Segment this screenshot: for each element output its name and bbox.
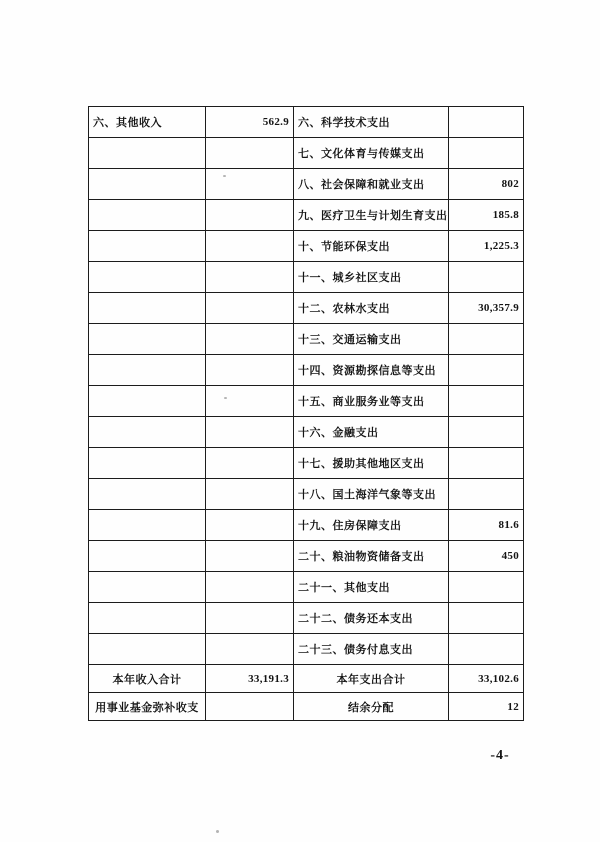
- income-value-cell: [206, 417, 294, 448]
- income-value-cell: [206, 262, 294, 293]
- income-item-cell: [89, 479, 206, 510]
- income-value-cell: [206, 138, 294, 169]
- expense-value-cell: [449, 262, 524, 293]
- expense-value-cell: 81.6: [449, 510, 524, 541]
- budget-table: [88, 106, 524, 721]
- budget-table-body: [89, 107, 524, 721]
- expense-value-cell: [449, 603, 524, 634]
- income-item-cell: [89, 355, 206, 386]
- table-row: [89, 355, 524, 386]
- expense-item-cell: 十八、国土海洋气象等支出: [294, 479, 449, 510]
- income-value-cell: [206, 231, 294, 262]
- expense-value-cell: 450: [449, 541, 524, 572]
- expense-value-cell: 802: [449, 169, 524, 200]
- expense-value-cell: 185.8: [449, 200, 524, 231]
- income-value-cell: [206, 603, 294, 634]
- income-value-cell: [206, 293, 294, 324]
- table-row: [89, 634, 524, 665]
- expense-value-cell: 1,225.3: [449, 231, 524, 262]
- expense-item-cell: 六、科学技术支出: [294, 107, 449, 138]
- expense-item-cell: 十、节能环保支出: [294, 231, 449, 262]
- table-row: [89, 169, 524, 200]
- table-row: [89, 231, 524, 262]
- expense-value-cell: [449, 448, 524, 479]
- expense-item-cell: 十九、住房保障支出: [294, 510, 449, 541]
- income-item-cell: [89, 324, 206, 355]
- table-row: [89, 448, 524, 479]
- table-total-row: [89, 665, 524, 693]
- expense-value-cell: [449, 417, 524, 448]
- table-row: [89, 293, 524, 324]
- expense-item-cell: 十三、交通运输支出: [294, 324, 449, 355]
- expense-value-cell: [449, 572, 524, 603]
- expense-item-cell: 八、社会保障和就业支出: [294, 169, 449, 200]
- page-number: -4-: [490, 748, 510, 763]
- income-item-cell: [89, 293, 206, 324]
- income-value-cell: [206, 541, 294, 572]
- expense-value-cell: [449, 634, 524, 665]
- expense-item-cell: 十五、商业服务业等支出: [294, 386, 449, 417]
- income-value-cell: [206, 169, 294, 200]
- expense-item-cell: 十一、城乡社区支出: [294, 262, 449, 293]
- expense-item-cell: 十七、援助其他地区支出: [294, 448, 449, 479]
- income-value-cell: 562.9: [206, 107, 294, 138]
- expense-item-cell: 二十、粮油物资储备支出: [294, 541, 449, 572]
- income-item-cell: [89, 448, 206, 479]
- table-row: [89, 138, 524, 169]
- expense-value-cell: [449, 479, 524, 510]
- income-item-cell: [89, 262, 206, 293]
- income-item-cell: [89, 386, 206, 417]
- table-row: [89, 572, 524, 603]
- income-value-cell: [206, 324, 294, 355]
- table-row: [89, 262, 524, 293]
- income-item-cell: 用事业基金弥补收支: [89, 693, 206, 721]
- income-item-cell: 本年收入合计: [89, 665, 206, 693]
- expense-item-cell: 十六、金融支出: [294, 417, 449, 448]
- table-row: [89, 200, 524, 231]
- table-row: [89, 510, 524, 541]
- expense-item-cell: 本年支出合计: [294, 665, 449, 693]
- scan-speck: [216, 830, 219, 833]
- income-item-cell: 六、其他收入: [89, 107, 206, 138]
- income-item-cell: [89, 634, 206, 665]
- expense-value-cell: [449, 138, 524, 169]
- expense-item-cell: 十四、资源勘探信息等支出: [294, 355, 449, 386]
- income-value-cell: [206, 448, 294, 479]
- income-item-cell: [89, 510, 206, 541]
- table-row: [89, 107, 524, 138]
- expense-item-cell: 二十三、债务付息支出: [294, 634, 449, 665]
- expense-item-cell: 二十二、债务还本支出: [294, 603, 449, 634]
- income-item-cell: [89, 231, 206, 262]
- income-item-cell: [89, 417, 206, 448]
- expense-value-cell: [449, 355, 524, 386]
- income-value-cell: [206, 355, 294, 386]
- income-item-cell: [89, 572, 206, 603]
- expense-value-cell: [449, 386, 524, 417]
- income-item-cell: [89, 138, 206, 169]
- expense-item-cell: 九、医疗卫生与计划生育支出: [294, 200, 449, 231]
- income-value-cell: [206, 634, 294, 665]
- table-row: [89, 479, 524, 510]
- expense-value-cell: 30,357.9: [449, 293, 524, 324]
- expense-value-cell: [449, 107, 524, 138]
- income-value-cell: [206, 386, 294, 417]
- table-row: [89, 417, 524, 448]
- table-row: [89, 324, 524, 355]
- expense-value-cell: [449, 324, 524, 355]
- income-value-cell: [206, 693, 294, 721]
- income-item-cell: [89, 541, 206, 572]
- table-row: [89, 603, 524, 634]
- scan-speck: [224, 397, 227, 399]
- income-item-cell: [89, 200, 206, 231]
- income-value-cell: 33,191.3: [206, 665, 294, 693]
- income-value-cell: [206, 510, 294, 541]
- scan-speck: [223, 175, 226, 177]
- table-row: [89, 386, 524, 417]
- income-item-cell: [89, 169, 206, 200]
- income-value-cell: [206, 200, 294, 231]
- expense-value-cell: 12: [449, 693, 524, 721]
- income-item-cell: [89, 603, 206, 634]
- expense-item-cell: 七、文化体育与传媒支出: [294, 138, 449, 169]
- expense-item-cell: 十二、农林水支出: [294, 293, 449, 324]
- expense-item-cell: 二十一、其他支出: [294, 572, 449, 603]
- table-row: [89, 541, 524, 572]
- expense-value-cell: 33,102.6: [449, 665, 524, 693]
- table-total-row: [89, 693, 524, 721]
- income-value-cell: [206, 479, 294, 510]
- expense-item-cell: 结余分配: [294, 693, 449, 721]
- income-value-cell: [206, 572, 294, 603]
